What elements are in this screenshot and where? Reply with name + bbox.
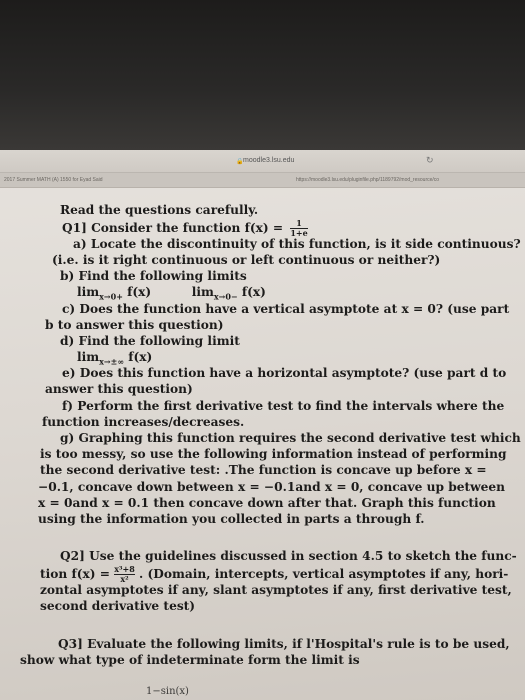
lim-sub: x→0+: [99, 291, 123, 302]
lim-label: lim: [191, 285, 214, 299]
doc-line: function increases/decreases.: [42, 415, 245, 429]
lock-icon: 🔒: [236, 159, 244, 165]
tab-course[interactable]: 2017 Summer MATH (A) 1550 for Eyad Said: [4, 177, 103, 183]
pdf-document: [0, 190, 525, 700]
doc-line: b) Find the following limits: [60, 269, 247, 283]
doc-line: . (Domain, intercepts, vertical asymptotes if any, hori-: [139, 567, 509, 581]
doc-line: zontal asymptotes if any, slant asymptotes if any, first derivative test,: [40, 583, 512, 597]
doc-line: x = 0and x = 0.1 then concave down after that. Graph this function: [38, 496, 496, 510]
doc-line: c) Does the function have a vertical asymptote at x = 0? (use part: [62, 302, 510, 316]
address-bar[interactable]: [0, 150, 525, 172]
doc-line: Q3] Evaluate the following limits, if l'Hospital's rule is to be used,: [58, 637, 510, 651]
reload-icon[interactable]: ↻: [426, 155, 434, 165]
cut-off-line: [0, 685, 525, 700]
lim-label: lim: [77, 285, 100, 299]
q3-fraction-fragment: 1−sin(x): [146, 686, 189, 697]
doc-line: tion f(x) =: [40, 567, 110, 581]
lim-sub: x→0−: [213, 291, 238, 302]
doc-line: −0.1, concave down between x = −0.1and x = 0, concave up between: [38, 480, 505, 494]
fraction-denominator: 1+e: [290, 228, 308, 238]
doc-line: b to answer this question): [45, 318, 224, 332]
doc-line: a) Locate the discontinuity of this function, is it side continuous?: [73, 237, 521, 251]
fraction-numerator: 1: [290, 219, 307, 229]
doc-line: d) Find the following limit: [60, 334, 240, 348]
doc-line: second derivative test): [40, 599, 196, 613]
doc-line: (i.e. is it right continuous or left continuous or neither?): [52, 253, 441, 267]
doc-line: answer this question): [45, 382, 193, 396]
lim-expr: f(x): [128, 350, 153, 364]
doc-line: Q2] Use the guidelines discussed in section 4.5 to sketch the func-: [60, 549, 517, 563]
doc-line: g) Graphing this function requires the second derivative test which: [60, 431, 521, 445]
doc-line: Q1] Consider the function f(x) =: [62, 221, 284, 235]
tab-bar: [0, 172, 525, 188]
lim-label: lim: [77, 350, 100, 364]
doc-line: using the information you collected in parts a through f.: [38, 512, 425, 526]
lim-expr: f(x): [127, 285, 152, 299]
tab-pdf-url[interactable]: https://moodle3.lsu.edu/pluginfile.php/1189792/mod_resource/co: [296, 177, 440, 183]
lim-expr: f(x): [241, 285, 266, 299]
fraction-numerator: x³+8: [114, 564, 135, 574]
photo-dark-bezel: [0, 0, 525, 150]
lim-sub: x→±∞: [99, 356, 124, 367]
doc-line: the second derivative test: .The function is concave up before x =: [40, 463, 487, 477]
doc-line: e) Does this function have a horizontal asymptote? (use part d to: [62, 366, 507, 380]
doc-line: show what type of indeterminate form the limit is: [20, 653, 360, 667]
fraction-denominator: x²: [120, 574, 129, 584]
doc-line: is too messy, so use the following information instead of performing: [40, 447, 507, 461]
doc-line: Read the questions carefully.: [60, 203, 259, 217]
doc-line: f) Perform the first derivative test to find the intervals where the: [62, 399, 505, 413]
address-host: moodle3.lsu.edu: [243, 157, 295, 164]
